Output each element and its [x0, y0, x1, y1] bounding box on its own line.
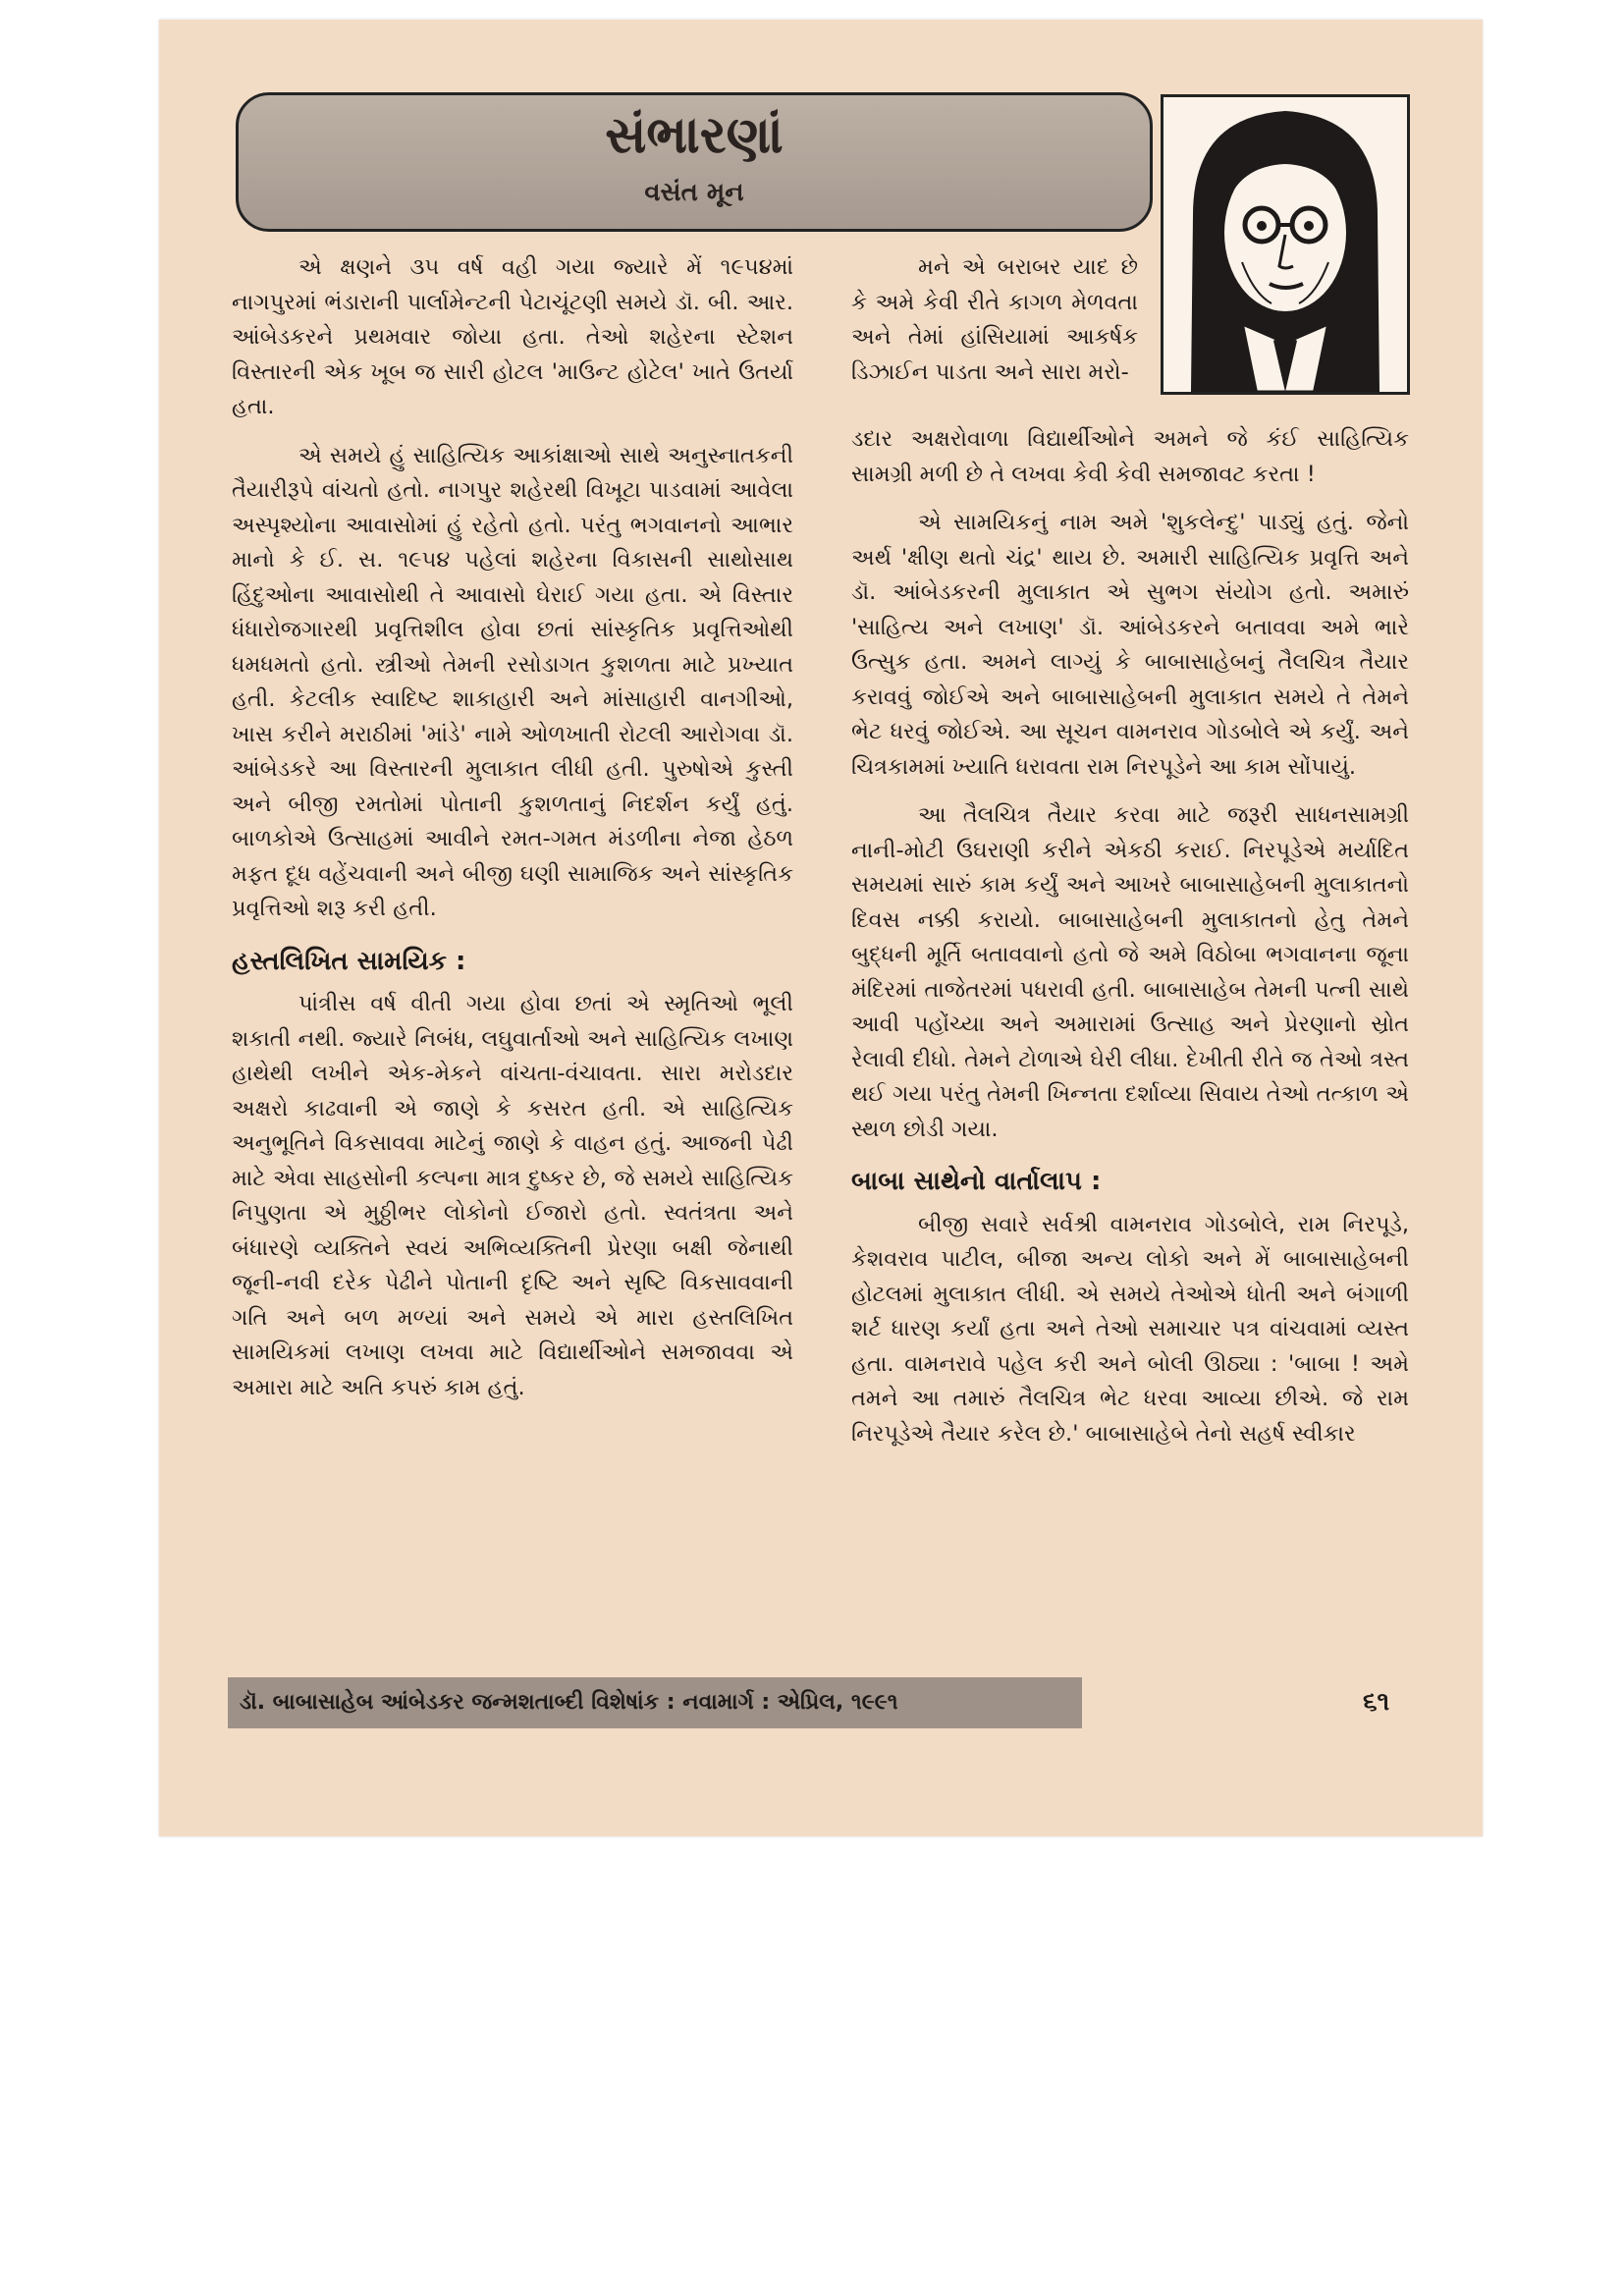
paragraph: આ તૈલચિત્ર તૈયાર કરવા માટે જરૂરી સાધનસામગ્રી નાની-મોટી ઉઘરાણી કરીને એકઠી કરાઈ. નિરપૂડેએ મર્યાદિત સમયમાં સારું કામ કર્યું અને આખરે બાબાસાહેબની મુલાકાતનો દિવસ નક્કી કરાયો. બાબાસાહેબની મુલાકાતનો હેતુ તેમને બુદ્ધની મૂર્તિ બતાવવાનો હતો જે અમે વિઠોબા ભગવાનના જૂના મંદિરમાં તાજેતરમાં પધરાવી હતી. બાબાસાહેબ તેમની પત્ની સાથે આવી પહોંચ્યા અને અમારામાં ઉત્સાહ અને પ્રેરણાનો સ્રોત રેલાવી દીધો. તેમને ટોળાએ ઘેરી લીધા. દેખીતી રીતે જ તેઓ ત્રસ્ત થઈ ગયા પરંતુ તેમની ખિન્નતા દર્શાવ્યા સિવાય તેઓ તત્કાળ એ સ્થળ છોડી ગયા.	[851, 802, 1409, 1142]
page-number: ૬૧	[1363, 1687, 1390, 1717]
paragraph: પાંત્રીસ વર્ષ વીતી ગયા હોવા છતાં એ સ્મૃતિઓ ભૂલી શકાતી નથી. જ્યારે નિબંધ, લઘુવાર્તાઓ અને સાહિત્યિક લખાણ હાથેથી લખીને એક-મેકને વાંચતા-વંચાવતા. સારા મરોડદાર અક્ષરો કાઢવાની એ જાણે કે કસરત હતી. એ સાહિત્યિક અનુભૂતિને વિકસાવવા માટેનું જાણે કે વાહન હતું. આજની પેઢી માટે એવા સાહસોની કલ્પના માત્ર દુષ્કર છે, જે સમયે સાહિત્યિક નિપુણતા એ મુઠ્ઠીભર લોકોનો ઈજારો હતો. સ્વતંત્રતા અને બંધારણે વ્યક્તિને સ્વયં અભિવ્યક્તિની પ્રેરણા બક્ષી જેનાથી જૂની-નવી દરેક પેઢીને પોતાની દૃષ્ટિ અને સૃષ્ટિ વિકસાવવાની ગતિ અને બળ મળ્યાં અને સમયે એ મારા હસ્તલિખિત સામયિકમાં લખાણ લખવા માટે વિદ્યાર્થીઓને સમજાવવા એ અમારા માટે અતિ કપરું કામ હતું.	[232, 991, 793, 1400]
ambedkar-portrait-image	[1161, 94, 1410, 395]
paragraph: એ સામયિકનું નામ અમે 'શુકલેન્દુ' પાડ્યું હતું. જેનો અર્થ 'ક્ષીણ થતો ચંદ્ર' થાય છે. અમારી સાહિત્યિક પ્રવૃત્તિ અને ડૉ. આંબેડકરની મુલાકાત એ સુભગ સંયોગ હતો. અમારું 'સાહિત્ય અને લખાણ' ડૉ. આંબેડકરને બતાવવા અમે ભારે ઉત્સુક હતા. અમને લાગ્યું કે બાબાસાહેબનું તૈલચિત્ર તૈયાર કરાવવું જોઈએ અને બાબાસાહેબની મુલાકાત સમયે તે તેમને ભેટ ધરવું જોઈએ. આ સૂચન વામનરાવ ગોડબોલે એ કર્યું. અને ચિત્રકામમાં ખ્યાતિ ધરાવતા રામ નિરપૂડેને આ કામ સોંપાયું.	[851, 510, 1409, 780]
paragraph: બીજી સવારે સર્વશ્રી વામનરાવ ગોડબોલે, રામ નિરપૂડે, કેશવરાવ પાટીલ, બીજા અન્ય લોકો અને મેં બાબાસાહેબની હોટલમાં મુલાકાત લીધી. એ સમયે તેઓએ ધોતી અને બંગાળી શર્ટ ધારણ કર્યાં હતા અને તેઓ સમાચાર પત્ર વાંચવામાં વ્યસ્ત હતા. વામનરાવે પહેલ કરી અને બોલી ઊઠ્યા : 'બાબા ! અમે તમને આ તમારું તૈલચિત્ર ભેટ ધરવા આવ્યા છીએ. જે રામ નિરપૂડેએ તૈયાર કરેલ છે.' બાબાસાહેબે તેનો સહર્ષ સ્વીકાર	[851, 1211, 1409, 1447]
paragraph: એ સમયે હું સાહિત્યિક આકાંક્ષાઓ સાથે અનુસ્નાતકની તૈયારીરૂપે વાંચતો હતો. નાગપુર શહેરથી વિખૂટા પાડવામાં આવેલા અસ્પૃશ્યોના આવાસોમાં હું રહેતો હતો. પરંતુ ભગવાનનો આભાર માનો કે ઈ. સ. ૧૯૫૪ પહેલાં શહેરના વિકાસની સાથોસાથ હિંદુઓના આવાસોથી તે આવાસો ઘેરાઈ ગયા હતા. એ વિસ્તાર ધંધારોજગારથી પ્રવૃત્તિશીલ હોવા છતાં સાંસ્કૃતિક પ્રવૃત્તિઓથી ધમધમતો હતો. સ્ત્રીઓ તેમની રસોડાગત કુશળતા માટે પ્રખ્યાત હતી. કેટલીક સ્વાદિષ્ટ શાકાહારી અને માંસાહારી વાનગીઓ, ખાસ કરીને મરાઠીમાં 'માંડે' નામે ઓળખાતી રોટલી આરોગવા ડૉ. આંબેડકરે આ વિસ્તારની મુલાકાત લીધી હતી. પુરુષોએ કુસ્તી અને બીજી રમતોમાં પોતાની કુશળતાનું નિદર્શન કર્યું હતું. બાળકોએ ઉત્સાહમાં આવીને રમત-ગમત મંડળીના નેજા હેઠળ મફત દૂધ વહેંચવાની અને બીજી ઘણી સામાજિક અને સાંસ્કૃતિક પ્રવૃત્તિઓ શરૂ કરી હતી.	[232, 442, 793, 921]
section-heading: બાબા સાથેનો વાર્તાલાપ :	[851, 1167, 1102, 1196]
paragraph: એ ક્ષણને ૩૫ વર્ષ વહી ગયા જ્યારે મેં ૧૯૫૪માં નાગપુરમાં ભંડારાની પાર્લામેન્ટની પેટાચૂંટણી સમયે ડૉ. બી. આર. આંબેડકરને પ્રથમવાર જોયા હતા. તેઓ શહેરના સ્ટેશન વિસ્તારની એક ખૂબ જ સારી હોટલ 'માઉન્ટ હોટેલ' ખાતે ઉતર્યા હતા.	[232, 254, 793, 419]
portrait-illustration	[1163, 97, 1407, 392]
article-header-box	[236, 92, 1153, 232]
paragraph: મને એ બરાબર યાદ છે કે અમે કેવી રીતે કાગળ મેળવતા અને તેમાં હાંસિયામાં આકર્ષક ડિઝાઈન પાડતા અને સારા મરો-	[851, 254, 1138, 385]
magazine-page	[159, 20, 1483, 1836]
article-author: વસંત મૂન	[644, 178, 744, 207]
section-heading: હસ્તલિખિત સામયિક :	[232, 946, 466, 976]
left-column	[232, 250, 793, 1419]
paragraph-continued: ડદાર અક્ષરોવાળા વિદ્યાર્થીઓને અમને જે કંઈ સાહિત્યિક સામગ્રી મળી છે તે લખવા કેવી કેવી સમજાવટ કરતા !	[851, 426, 1409, 487]
right-column	[851, 422, 1409, 1465]
footer-banner: ડૉ. બાબાસાહેબ આંબેડકર જન્મશતાબ્દી વિશેષાંક : નવામાર્ગ : એપ્રિલ, ૧૯૯૧	[228, 1677, 1082, 1728]
article-title: સંભારણાં	[605, 105, 784, 165]
right-intro-column	[851, 250, 1138, 404]
